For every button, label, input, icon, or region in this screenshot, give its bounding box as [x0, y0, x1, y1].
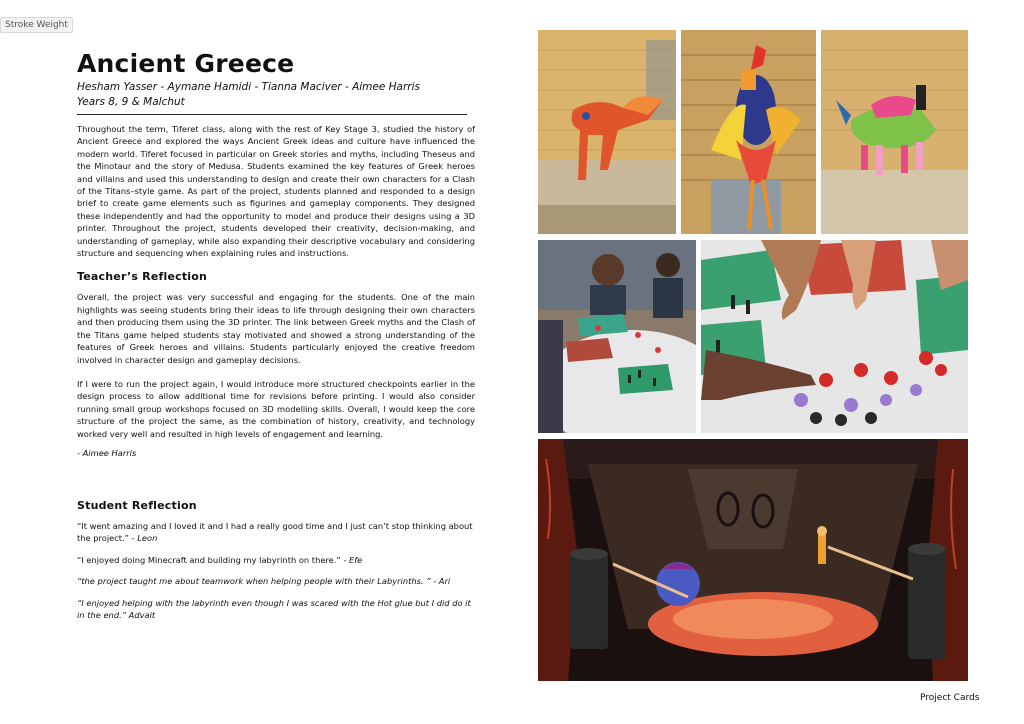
years-line: Years 8, 9 & Malchut	[77, 96, 185, 108]
photo-creature-figurine	[821, 30, 968, 234]
footer-label: Project Cards	[920, 693, 980, 703]
photo-orange-figurine	[538, 30, 676, 234]
photo-hands-pointing	[701, 240, 968, 433]
left-column	[77, 48, 475, 621]
student-quote: “the project taught me about teamwork when helping people with their Labyrinths. ” - Ari	[77, 576, 451, 587]
student-quote: “It went amazing and I loved it and I had a really good time and I just can’t stop thinking about the project.” - Leon	[77, 520, 473, 544]
student-quote: “I enjoyed doing Minecraft and building my labyrinth on there.” - Efe	[77, 554, 363, 565]
authors-line: Hesham Yasser - Aymane Hamidi - Tianna Maciver - Aimee Harris	[77, 81, 421, 93]
student-reflection-heading: Student Reflection	[77, 498, 197, 512]
title-divider	[77, 114, 467, 115]
photo-labyrinth-diorama	[538, 439, 968, 681]
photo-students-playing	[538, 240, 696, 433]
teacher-paragraph-1: Overall, the project was very successful and engaging for the students. One of the main highlights was seeing students bring their ideas to life through designing their own characters and then producing them using the 3D printer. The link between Greek myths and the Clash of the Titans game helped students stay motivated and showed a strong understanding of the features of Greek heroes and villains. Students particularly enjoyed the creative freedom involved in character design and gameplay decisions.	[77, 292, 475, 365]
intro-paragraph: Throughout the term, Tiferet class, along with the rest of Key Stage 3, studied the history of Ancient Greece and explored the ways Ancient Greek ideas and culture have influenced the modern world. Tiferet focused in particular on Greek stories and myths, including Theseus and the Minotaur and the story of Medusa. Students examined the key features of Greek heroes and villains and used this understanding to design and create their own characters for a Clash of the Titans–style game. As part of the project, students planned and responded to a design brief to create game elements such as figurines and gameplay components. They designed these independently and had the opportunity to model and produce their designs using a 3D printer. Throughout the project, students developed their creativity, decision-making, and understanding of gameplay, while also expanding their descriptive vocabulary and considering structure and sequencing when explaining rules and instructions.	[77, 124, 475, 259]
teacher-reflection-heading: Teacher’s Reflection	[77, 270, 208, 284]
teacher-signature: - Aimee Harris	[77, 447, 137, 458]
student-quote: “I enjoyed helping with the labyrinth even though I was scared with the Hot glue but I did do it in the end.” Advait	[77, 597, 471, 620]
photo-bird-figurine	[681, 30, 816, 234]
page-title: Ancient Greece	[77, 49, 295, 78]
stroke-weight-tooltip: Stroke Weight	[0, 17, 73, 33]
teacher-paragraph-2: If I were to run the project again, I would introduce more structured checkpoints earlier in the design process to allow additional time for revisions before printing. I would also consider running small group workshops focused on 3D modelling skills. Overall, I would keep the core structure of the project the same, as the combination of history, creativity, and technology worked very well and resulted in high levels of engagement and learning.	[77, 378, 475, 439]
